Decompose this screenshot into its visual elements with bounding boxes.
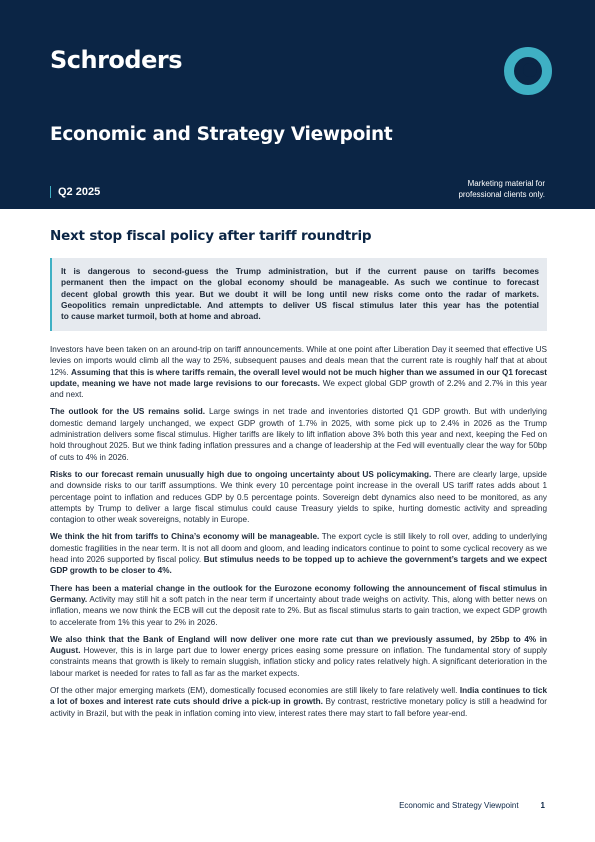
body-paragraph bbox=[50, 406, 547, 462]
article-subtitle: Next stop fiscal policy after tariff roundtrip bbox=[50, 228, 372, 244]
body-paragraph bbox=[50, 344, 547, 400]
bold-run: India continues to tick a lot of boxes and interest rate cuts should drive a pick-up in growth. bbox=[50, 686, 547, 707]
summary-line: permanent then the impact on the global economy should be manageable. As such we continue to forecast bbox=[61, 277, 539, 288]
body-paragraph bbox=[50, 583, 547, 628]
marketing-line-1: Marketing material for bbox=[467, 179, 545, 188]
page-footer bbox=[399, 801, 545, 810]
brand-ring-icon bbox=[503, 46, 553, 96]
body-paragraph bbox=[50, 469, 547, 525]
bold-run: There has been a material change in the outlook for the Eurozone economy following the announcement of fiscal stimulus in Germany. bbox=[50, 583, 547, 604]
summary-box bbox=[50, 258, 547, 331]
page-number: 1 bbox=[540, 801, 545, 810]
brand-logo-text: Schroders bbox=[50, 46, 182, 74]
text-run: Investors have been taken on an around-trip on tariff announcements. While at one point after Liberation Day it seemed that effective US levies on imports would climb all the way to 25%, subsequent pauses and deals mean that the current rate is roughly half that at about 12%. bbox=[50, 345, 547, 377]
report-quarter: Q2 2025 bbox=[50, 186, 100, 198]
summary-line: decent global growth this year. But we doubt it will be long until new risks come onto the radar of markets. bbox=[61, 288, 539, 299]
summary-line: Geopolitics remain unpredictable. And attempts to deliver US fiscal stimulus later this year has the potential bbox=[61, 299, 539, 310]
text-run: Large swings in net trade and inventories distorted Q1 GDP growth. But with underlying domestic demand largely unchanged, we expect GDP growth of 1.7% in 2025, with some pick up to 2.4% in 2026 as the Trump administration delivers some fiscal stimulus. Higher tariffs are likely to lift inflation above 3% both this year and next, keeping the Fed on hold throughout 2025. But we think fading inflation pressures and a change of leadership at the Fed will eventually clear the way for 50bp of cuts to 4% in 2026. bbox=[50, 407, 547, 462]
text-run: The export cycle is still likely to roll over, adding to underlying domestic fragilities in the near term. It is not all doom and gloom, and leading indicators continue to point to some cyclical recovery as we head into 2026 supported by fiscal policy. bbox=[50, 532, 547, 565]
cover-header bbox=[0, 0, 595, 209]
marketing-disclaimer bbox=[458, 178, 545, 200]
article-body bbox=[50, 344, 547, 725]
body-paragraph bbox=[50, 634, 547, 679]
text-run: Activity may still hit a soft patch in the near term if uncertainty about trade weighs on activity. This, along with better news on inflation, means we now think the ECB will cut the deposit rate to 2%. But as fiscal stimulus starts to gain traction, we expect GDP growth to accelerate from 1% this year to 2% in 2026. bbox=[50, 594, 547, 627]
report-title: Economic and Strategy Viewpoint bbox=[50, 124, 393, 145]
text-run: By contrast, restrictive monetary policy is still a headwind for activity in Brazil, but with the peak in inflation coming into view, interest rates there may start to fall before year-end. bbox=[50, 697, 547, 718]
bold-run: Assuming that this is where tariffs remain, the overall level would not be much higher than we assumed in our Q1 forecast update, meaning we have not made large revisions to our forecasts. bbox=[50, 367, 548, 388]
bold-run: We also think that the Bank of England will now deliver one more rate cut than we previously assumed, by 25bp to 4% in August. bbox=[50, 634, 547, 656]
bold-run: We think the hit from tariffs to China’s economy will be manageable. bbox=[50, 532, 320, 542]
bold-run: But stimulus needs to be topped up to achieve the government’s targets and we expect GDP growth to be closer to 4%. bbox=[50, 555, 547, 576]
text-run: Of the other major emerging markets (EM), domestically focused economies are still likely to fare relatively well. bbox=[50, 686, 460, 696]
bold-run: The outlook for the US remains solid. bbox=[50, 407, 206, 417]
bold-run: Risks to our forecast remain unusually high due to ongoing uncertainty about US policymaking. bbox=[50, 469, 432, 479]
text-run: However, this is in large part due to lower energy prices easing some pressure on inflation. The fundamental story of supply constraints means that growth is likely to remain sluggish, inflation sticky and policy rates relatively high. A significant deterioration in the labour market is needed for rates to fall as far as the market expects. bbox=[50, 646, 547, 678]
summary-line: It is dangerous to second-guess the Trump administration, but if the current pause on tariffs becomes bbox=[61, 266, 539, 276]
summary-line: to cause market turmoil, both at home and abroad. bbox=[61, 311, 261, 322]
text-run: We expect global GDP growth of 2.2% and 2.7% in this year and next. bbox=[50, 378, 547, 400]
body-paragraph bbox=[50, 531, 547, 576]
marketing-line-2: professional clients only. bbox=[458, 190, 545, 199]
text-run: There are clearly large, upside and downside risks to our tariff assumptions. We think every 10 percentage point increase in the overall US tariff rates adds about 1 percentage point to inflation and reduces GDP by 0.5 percentage points. Sovereign debt dynamics also need to be monitored, as any attempts by Trump to deliver a large fiscal stimulus could cause Treasury yields to spike, hurting domestic activity and spreading contagion to other weak sovereigns, notably in Europe. bbox=[50, 469, 547, 525]
body-paragraph bbox=[50, 685, 547, 719]
footer-label: Economic and Strategy Viewpoint bbox=[399, 801, 519, 810]
